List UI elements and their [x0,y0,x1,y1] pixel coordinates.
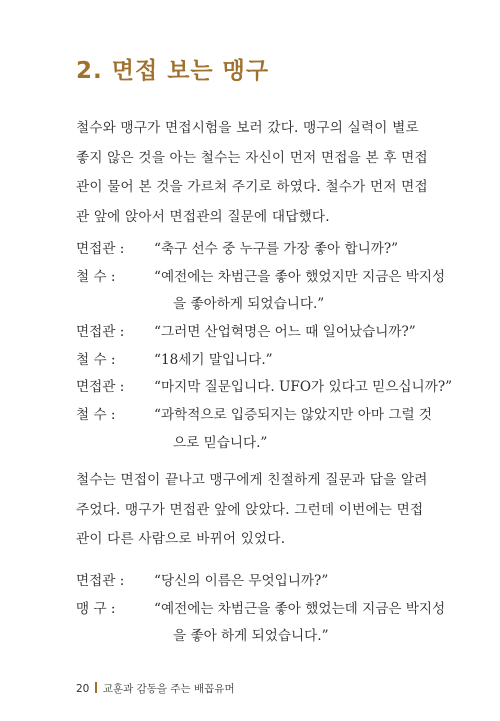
dialog-line [76,264,446,292]
page-footer [76,681,235,696]
dialog-line [76,596,446,624]
speech-text: “축구 선수 중 누구를 가장 좋아 합니까?” [154,241,399,257]
speech-text: “당신의 이름은 무엇입니까?” [154,573,329,589]
speech-continuation: 을 좋아 하게 되었습니다.” [173,628,329,645]
footer-divider [95,682,97,693]
dialog-line [76,374,453,402]
story-paragraph-1: 철수와 맹구가 면접시험을 보러 갔다. 맹구의 실력이 별로 좋지 않은 것을 아는 철수는 자신이 먼저 면접을 본 후 면접 관이 물어 본 것을 가르쳐 주기로 하였다. 철수가 먼저 면접 관 앞에 앉아서 면접관의 질문에 대답했다. [76,120,428,225]
speech-continuation: 을 좋아하게 되었습니다.” [173,296,325,313]
dialog-line [76,347,446,375]
speaker-label: 맹 구 : [76,600,116,617]
dialog-block-2 [76,568,446,651]
speech-text: “과학적으로 입증되지는 않았지만 아마 그럴 것 [154,407,433,424]
speaker-label: 면접관 : [76,324,125,341]
speaker-label: 면접관 : [76,241,125,257]
speaker-label: 철 수 : [76,407,116,424]
speech-text: “예전에는 차범근을 좋아 했었지만 지금은 박지성 [154,268,446,285]
dialog-line-continuation [76,430,446,458]
dialog-line [76,402,446,430]
speaker-label: 면접관 : [76,379,125,396]
speech-text: “예전에는 차범근을 좋아 했었는데 지금은 박지성 [154,600,446,617]
chapter-title: 2. 면접 보는 맹구 [76,58,270,84]
speech-continuation: 으로 믿습니다.” [173,434,268,451]
speech-text: “그러면 산업혁명은 어느 때 일어났습니까?” [154,324,416,341]
speech-text: “18세기 말입니다.” [154,351,273,368]
dialog-line [76,319,446,347]
story-paragraph-2: 철수는 면접이 끝나고 맹구에게 친절하게 질문과 답을 알려 주었다. 맹구가 면접관 앞에 앉았다. 그런데 이번에는 면접 관이 다른 사람으로 바뀌어 있었다. [76,472,428,547]
speaker-label: 철 수 : [76,351,116,368]
dialog-line-continuation [76,623,446,651]
speaker-label: 면접관 : [76,573,125,589]
dialog-line [76,236,446,264]
speaker-label: 철 수 : [76,268,116,285]
dialog-block-1 [76,236,453,458]
book-title: 교훈과 감동을 주는 배꼽유머 [102,683,235,695]
page-number: 20 [76,683,90,695]
speech-text: “마지막 질문입니다. UFO가 있다고 믿으십니까?” [154,379,453,396]
dialog-line [76,568,446,596]
dialog-line-continuation [76,291,446,319]
